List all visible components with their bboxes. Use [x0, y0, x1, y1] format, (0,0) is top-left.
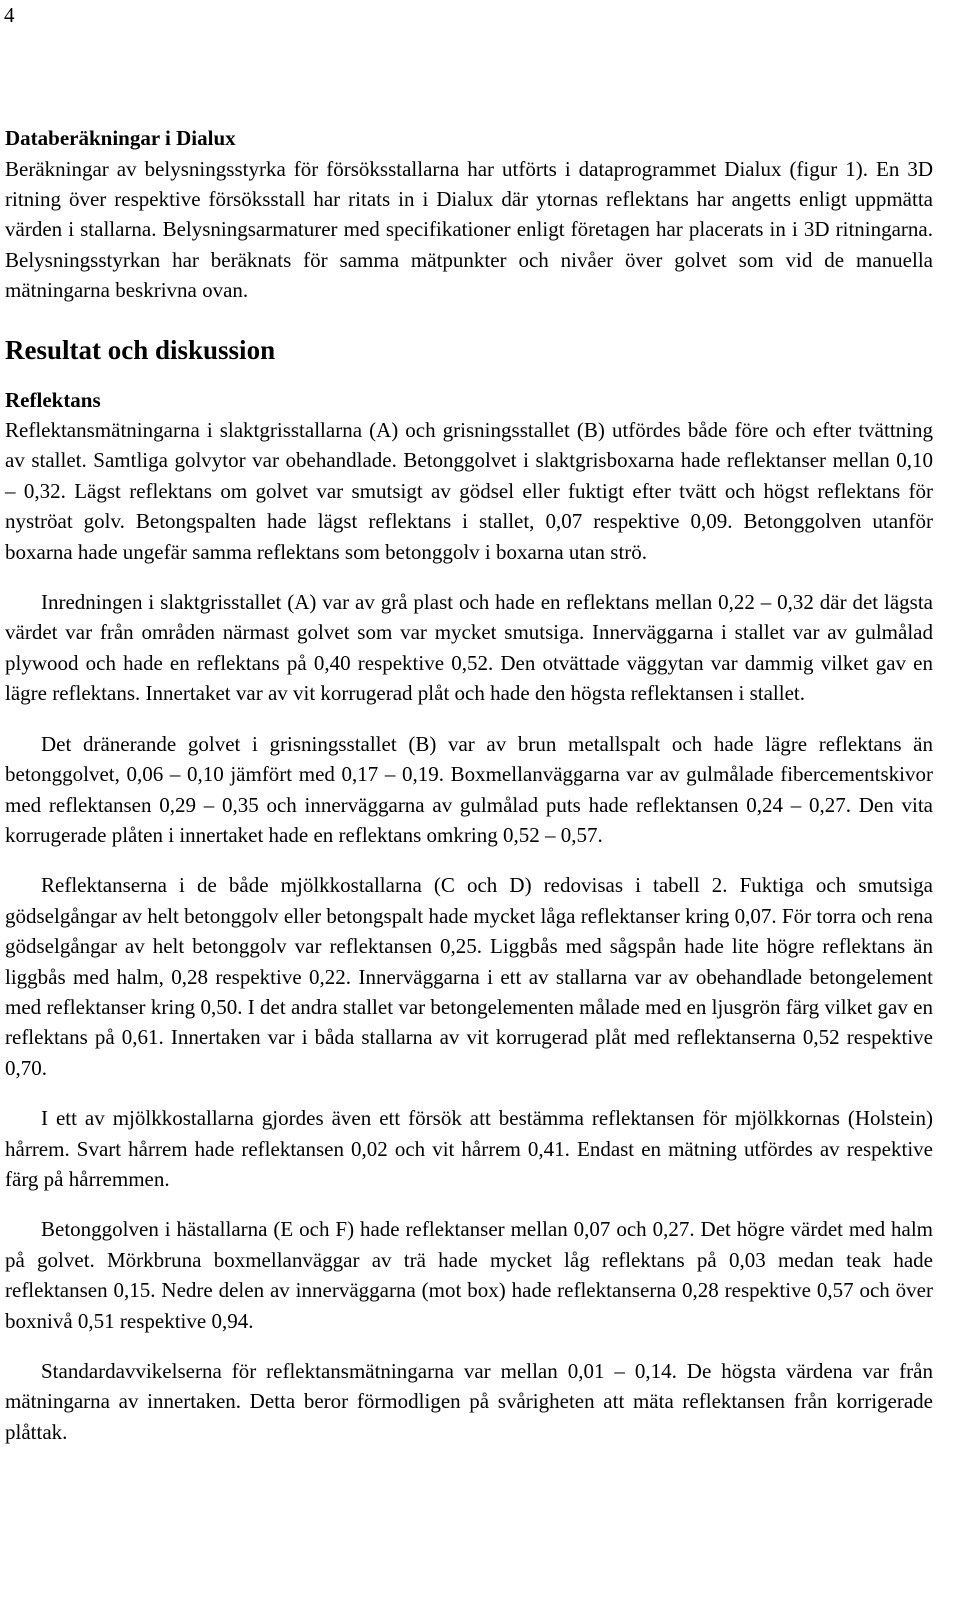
- reflektans-paragraph-2: Inredningen i slaktgrisstallet (A) var av grå plast och hade en reflektans mellan 0,22 – 0,32 där det lägsta värdet var från områden närmast golvet som var mycket smutsiga. Innerväggarna i stallet var av gulmålad plywood och hade en reflektans på 0,40 respektive 0,52. Den otvättade väggytan var dammig vilket gav en lägre reflektans. Innertaket var av vit korrugerad plåt och hade den högsta reflektansen i stallet.: [5, 590, 933, 706]
- reflektans-paragraph-7: Standardavvikelserna för reflektansmätningarna var mellan 0,01 – 0,14. De högsta värdena var från mätningarna av innertaken. Detta beror förmodligen på svårigheten att mäta reflektansen från korrigerade plåttak.: [5, 1359, 933, 1444]
- document-body: [5, 123, 933, 1447]
- reflektans-paragraph-1: Reflektansmätningarna i slaktgrisstallarna (A) och grisningsstallet (B) utfördes både före och efter tvättning av stallet. Samtliga golvytor var obehandlade. Betonggolvet i slaktgrisboxarna hade reflektanser mellan 0,10 – 0,32. Lägst reflektans om golvet var smutsigt av gödsel eller fuktigt efter tvätt och högst reflektans för nyströat golv. Betongspalten hade lägst reflektans i stallet, 0,07 respektive 0,09. Betonggolven utanför boxarna hade ungefär samma reflektans som betonggolv i boxarna utan strö.: [5, 418, 933, 564]
- reflektans-subheading: Reflektans: [5, 387, 101, 412]
- reflektans-paragraph-4: Reflektanserna i de både mjölkkostallarna (C och D) redovisas i tabell 2. Fuktiga och smutsiga gödselgångar av helt betonggolv eller betongspalt hade mycket låga reflektanser kring 0,07. För torra och rena gödselgångar av helt betonggolv var reflektansen 0,25. Liggbås med sågspån hade lite högre reflektans än liggbås med halm, 0,28 respektive 0,22. Innerväggarna i ett av stallarna var av obehandlade betongelement med reflektanser kring 0,50. I det andra stallet var betongelementen målade med en ljusgrön färg vilket gav en reflektans på 0,61. Innertaken var i båda stallarna av vit korrugerad plåt med reflektanserna 0,52 respektive 0,70.: [5, 873, 933, 1080]
- reflektans-paragraph-6: Betonggolven i hästallarna (E och F) hade reflektanser mellan 0,07 och 0,27. Det högre värdet med halm på golvet. Mörkbruna boxmellanväggar av trä hade mycket låg reflektans på 0,03 medan teak hade reflektansen 0,15. Nedre delen av innerväggarna (mot box) hade reflektanserna 0,28 respektive 0,57 och över boxnivå 0,51 respektive 0,94.: [5, 1217, 933, 1333]
- results-heading: Resultat och diskussion: [5, 334, 276, 365]
- dialux-section: [5, 123, 933, 306]
- reflektans-paragraph-5: I ett av mjölkkostallarna gjordes även ett försök att bestämma reflektansen för mjölkkornas (Holstein) hårrem. Svart hårrem hade reflektansen 0,02 och vit hårrem 0,41. Endast en mätning utfördes av respektive färg på hårremmen.: [5, 1106, 933, 1191]
- dialux-heading: Databeräkningar i Dialux: [5, 126, 236, 150]
- dialux-paragraph: Beräkningar av belysningsstyrka för försöksstallarna har utförts i dataprogrammet Dialux (figur 1). En 3D ritning över respektive försöksstall har ritats in i Dialux där ytornas reflektans har angetts enligt uppmätta värden i stallarna. Belysningsarmaturer med specifikationer enligt företagen har placerats in i 3D ritningarna. Belysningsstyrkan har beräknats för samma mätpunkter och nivåer över golvet som vid de manuella mätningarna beskrivna ovan.: [5, 156, 933, 303]
- page-number: 4: [4, 3, 15, 27]
- reflektans-paragraph-3: Det dränerande golvet i grisningsstallet (B) var av brun metallspalt och hade lägre reflektans än betonggolvet, 0,06 – 0,10 jämfört med 0,17 – 0,19. Boxmellanväggarna var av gulmålade fibercementskivor med reflektansen 0,29 – 0,35 och innerväggarna av gulmålad puts hade reflektansen 0,24 – 0,27. Den vita korrugerade plåten i innertaket hade en reflektans omkring 0,52 – 0,57.: [5, 731, 933, 847]
- results-section: [5, 332, 933, 1448]
